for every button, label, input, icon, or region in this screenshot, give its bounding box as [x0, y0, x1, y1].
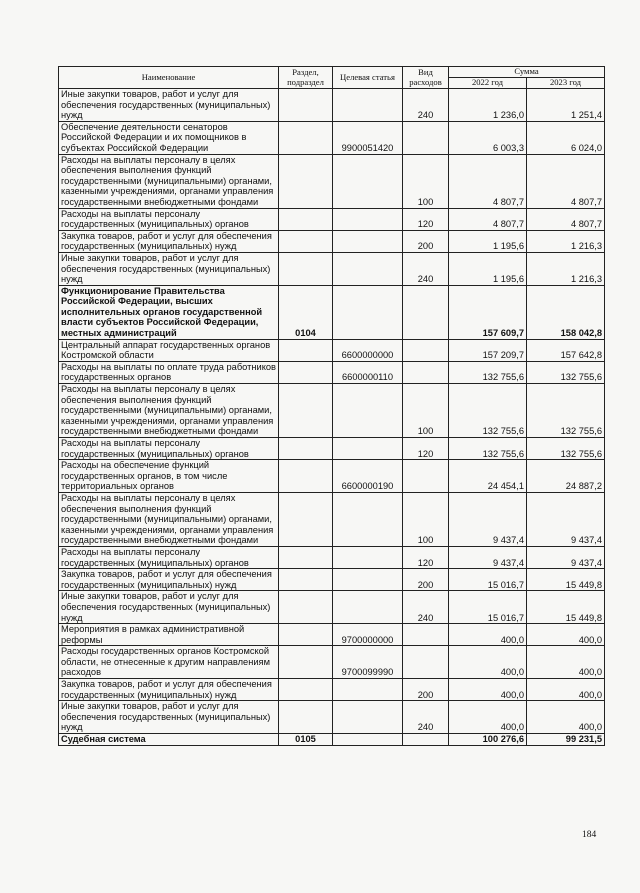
row-name-cell: Расходы на выплаты персоналу в целях обеспечения выполнения функций государственными (муниципальными) органами, казенными учреждениями, органами управления государственными внебюджетными фондами	[59, 384, 279, 438]
row-kind-cell	[403, 121, 449, 154]
row-name-cell: Расходы на обеспечение функций государственных органов, в том числе территориальных органов	[59, 460, 279, 493]
row-target-cell	[333, 492, 403, 546]
row-2022-cell: 15 016,7	[449, 569, 527, 591]
table-row	[59, 546, 605, 568]
row-kind-cell: 100	[403, 154, 449, 208]
row-target-cell	[333, 230, 403, 252]
row-2022-cell: 4 807,7	[449, 208, 527, 230]
row-name-cell: Расходы государственных органов Костромской области, не отнесенные к другим направлениям расходов	[59, 646, 279, 679]
row-2022-cell: 400,0	[449, 679, 527, 701]
row-kind-cell	[403, 285, 449, 339]
row-2023-cell: 157 642,8	[527, 339, 605, 361]
row-2022-cell: 24 454,1	[449, 460, 527, 493]
row-kind-cell: 120	[403, 208, 449, 230]
table-body	[59, 89, 605, 746]
table-row	[59, 591, 605, 624]
row-2023-cell: 1 251,4	[527, 89, 605, 122]
row-2022-cell: 1 195,6	[449, 252, 527, 285]
row-2023-cell: 9 437,4	[527, 546, 605, 568]
row-name-cell: Функционирование Правительства Российской Федерации, высших исполнительных органов государственной власти субъектов Российской Федерации, местных администраций	[59, 285, 279, 339]
table-row	[59, 734, 605, 746]
row-section-cell	[279, 208, 333, 230]
row-2022-cell: 1 195,6	[449, 230, 527, 252]
table-row	[59, 646, 605, 679]
row-2022-cell: 157 609,7	[449, 285, 527, 339]
row-2023-cell: 132 755,6	[527, 438, 605, 460]
row-2023-cell: 132 755,6	[527, 361, 605, 383]
row-name-cell: Расходы на выплаты по оплате труда работников государственных органов	[59, 361, 279, 383]
row-2023-cell: 15 449,8	[527, 591, 605, 624]
row-target-cell	[333, 591, 403, 624]
header-kind: Вид расходов	[403, 67, 449, 89]
table-row	[59, 252, 605, 285]
row-name-cell: Расходы на выплаты персоналу государственных (муниципальных) органов	[59, 546, 279, 568]
table-row	[59, 569, 605, 591]
table-row	[59, 230, 605, 252]
table-row	[59, 285, 605, 339]
header-name: Наименование	[59, 67, 279, 89]
row-section-cell	[279, 460, 333, 493]
row-name-cell: Мероприятия в рамках административной реформы	[59, 624, 279, 646]
row-2022-cell: 4 807,7	[449, 154, 527, 208]
row-target-cell	[333, 701, 403, 734]
row-kind-cell: 200	[403, 569, 449, 591]
row-2023-cell: 400,0	[527, 624, 605, 646]
row-2022-cell: 132 755,6	[449, 438, 527, 460]
row-kind-cell: 240	[403, 701, 449, 734]
row-2023-cell: 1 216,3	[527, 230, 605, 252]
table-row	[59, 679, 605, 701]
row-kind-cell: 240	[403, 89, 449, 122]
row-kind-cell	[403, 460, 449, 493]
row-section-cell	[279, 492, 333, 546]
row-target-cell	[333, 154, 403, 208]
row-2022-cell: 9 437,4	[449, 546, 527, 568]
row-2023-cell: 24 887,2	[527, 460, 605, 493]
row-2023-cell: 99 231,5	[527, 734, 605, 746]
header-sum: Сумма	[449, 67, 605, 78]
row-section-cell	[279, 624, 333, 646]
row-section-cell	[279, 646, 333, 679]
table-row	[59, 701, 605, 734]
row-name-cell: Иные закупки товаров, работ и услуг для обеспечения государственных (муниципальных) нужд	[59, 591, 279, 624]
row-2022-cell: 400,0	[449, 624, 527, 646]
row-name-cell: Закупка товаров, работ и услуг для обеспечения государственных (муниципальных) нужд	[59, 679, 279, 701]
row-2022-cell: 400,0	[449, 701, 527, 734]
row-kind-cell	[403, 361, 449, 383]
row-kind-cell: 200	[403, 230, 449, 252]
row-section-cell	[279, 591, 333, 624]
row-section-cell	[279, 154, 333, 208]
row-2022-cell: 157 209,7	[449, 339, 527, 361]
row-2023-cell: 1 216,3	[527, 252, 605, 285]
row-kind-cell: 200	[403, 679, 449, 701]
row-target-cell	[333, 546, 403, 568]
row-section-cell	[279, 569, 333, 591]
header-target: Целевая статья	[333, 67, 403, 89]
row-kind-cell: 240	[403, 591, 449, 624]
row-section-cell	[279, 679, 333, 701]
row-section-cell	[279, 121, 333, 154]
row-name-cell: Иные закупки товаров, работ и услуг для обеспечения государственных (муниципальных) нужд	[59, 89, 279, 122]
table-row	[59, 460, 605, 493]
table-row	[59, 384, 605, 438]
row-name-cell: Центральный аппарат государственных органов Костромской области	[59, 339, 279, 361]
header-year-2023: 2023 год	[527, 78, 605, 89]
row-name-cell: Закупка товаров, работ и услуг для обеспечения государственных (муниципальных) нужд	[59, 230, 279, 252]
row-target-cell	[333, 285, 403, 339]
row-2022-cell: 100 276,6	[449, 734, 527, 746]
row-2023-cell: 9 437,4	[527, 492, 605, 546]
row-target-cell: 6600000190	[333, 460, 403, 493]
row-name-cell: Расходы на выплаты персоналу государственных (муниципальных) органов	[59, 208, 279, 230]
row-2022-cell: 132 755,6	[449, 361, 527, 383]
table-row	[59, 339, 605, 361]
page-number: 184	[582, 830, 597, 840]
row-name-cell: Обеспечение деятельности сенаторов Российской Федерации и их помощников в субъектах Российской Федерации	[59, 121, 279, 154]
table-row	[59, 492, 605, 546]
row-2022-cell: 6 003,3	[449, 121, 527, 154]
row-2022-cell: 132 755,6	[449, 384, 527, 438]
row-section-cell	[279, 546, 333, 568]
row-2022-cell: 1 236,0	[449, 89, 527, 122]
row-name-cell: Иные закупки товаров, работ и услуг для обеспечения государственных (муниципальных) нужд	[59, 701, 279, 734]
row-kind-cell	[403, 624, 449, 646]
header-section: Раздел, подраздел	[279, 67, 333, 89]
table-row	[59, 438, 605, 460]
row-kind-cell: 100	[403, 492, 449, 546]
row-name-cell: Иные закупки товаров, работ и услуг для обеспечения государственных (муниципальных) нужд	[59, 252, 279, 285]
row-section-cell	[279, 361, 333, 383]
row-2023-cell: 6 024,0	[527, 121, 605, 154]
row-2023-cell: 158 042,8	[527, 285, 605, 339]
row-kind-cell: 120	[403, 546, 449, 568]
row-target-cell	[333, 734, 403, 746]
row-name-cell: Судебная система	[59, 734, 279, 746]
row-section-cell: 0105	[279, 734, 333, 746]
table-row	[59, 361, 605, 383]
row-kind-cell	[403, 646, 449, 679]
table-row	[59, 208, 605, 230]
row-target-cell	[333, 438, 403, 460]
row-section-cell	[279, 252, 333, 285]
row-kind-cell: 240	[403, 252, 449, 285]
row-section-cell	[279, 438, 333, 460]
row-target-cell: 9700000000	[333, 624, 403, 646]
table-row	[59, 624, 605, 646]
row-target-cell: 6600000110	[333, 361, 403, 383]
row-target-cell: 6600000000	[333, 339, 403, 361]
row-2023-cell: 400,0	[527, 701, 605, 734]
table-row	[59, 154, 605, 208]
row-kind-cell: 100	[403, 384, 449, 438]
row-2023-cell: 132 755,6	[527, 384, 605, 438]
row-kind-cell	[403, 734, 449, 746]
row-section-cell	[279, 384, 333, 438]
row-2023-cell: 4 807,7	[527, 154, 605, 208]
row-name-cell: Расходы на выплаты персоналу в целях обеспечения выполнения функций государственными (муниципальными) органами, казенными учреждениями, органами управления государственными внебюджетными фондами	[59, 492, 279, 546]
row-target-cell	[333, 252, 403, 285]
row-section-cell	[279, 89, 333, 122]
row-target-cell	[333, 89, 403, 122]
row-2022-cell: 15 016,7	[449, 591, 527, 624]
row-section-cell	[279, 339, 333, 361]
row-target-cell	[333, 208, 403, 230]
row-section-cell	[279, 701, 333, 734]
row-2022-cell: 400,0	[449, 646, 527, 679]
row-2022-cell: 9 437,4	[449, 492, 527, 546]
table-row	[59, 121, 605, 154]
row-kind-cell	[403, 339, 449, 361]
row-target-cell	[333, 569, 403, 591]
row-2023-cell: 15 449,8	[527, 569, 605, 591]
row-2023-cell: 4 807,7	[527, 208, 605, 230]
row-2023-cell: 400,0	[527, 679, 605, 701]
row-2023-cell: 400,0	[527, 646, 605, 679]
row-section-cell: 0104	[279, 285, 333, 339]
header-year-2022: 2022 год	[449, 78, 527, 89]
row-name-cell: Расходы на выплаты персоналу государственных (муниципальных) органов	[59, 438, 279, 460]
row-name-cell: Закупка товаров, работ и услуг для обеспечения государственных (муниципальных) нужд	[59, 569, 279, 591]
row-section-cell	[279, 230, 333, 252]
row-target-cell: 9700099990	[333, 646, 403, 679]
row-name-cell: Расходы на выплаты персоналу в целях обеспечения выполнения функций государственными (муниципальными) органами, казенными учреждениями, органами управления государственными внебюджетными фондами	[59, 154, 279, 208]
row-target-cell	[333, 384, 403, 438]
table-row	[59, 89, 605, 122]
row-target-cell: 9900051420	[333, 121, 403, 154]
budget-table	[58, 66, 605, 746]
row-kind-cell: 120	[403, 438, 449, 460]
row-target-cell	[333, 679, 403, 701]
